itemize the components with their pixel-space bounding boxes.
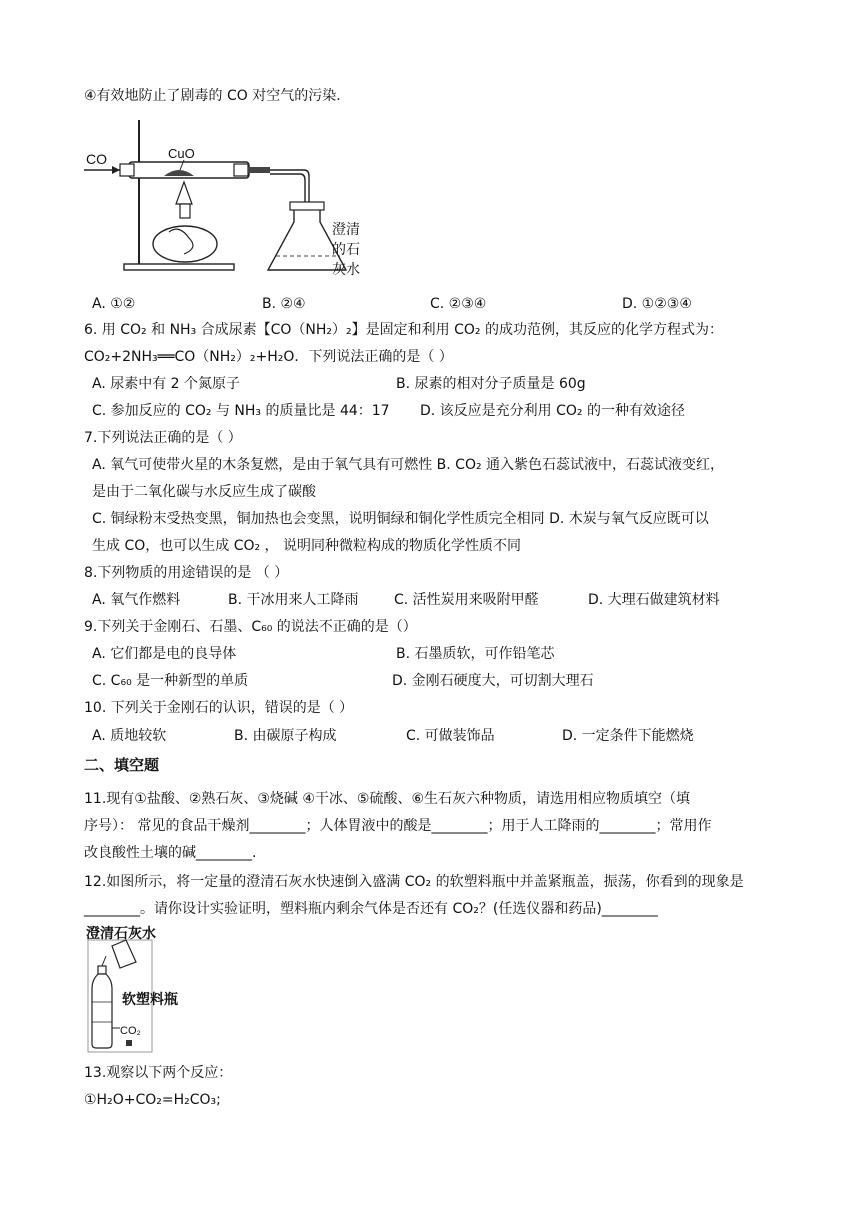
q8-option-c: C. 活性炭用来吸附甲醛 (394, 592, 539, 608)
q11-line2: 序号）： 常见的食品干燥剂________；人体胃液中的酸是________；用于人工降雨的________；常用作 (84, 818, 712, 834)
q13-stem: 13.观察以下两个反应： (84, 1065, 233, 1081)
q7-stem: 7.下列说法正确的是（ ） (84, 430, 242, 446)
q8-option-a: A. 氧气作燃料 (92, 592, 181, 608)
q7-line3: C. 铜绿粉末受热变黑，铜加热也会变黑，说明铜绿和铜化学性质完全相同 D. 木炭与氧气反应既可以 (92, 511, 709, 527)
q9-option-a: A. 它们都是电的良导体 (92, 646, 237, 662)
q10-option-a: A. 质地较软 (92, 728, 167, 744)
flask-label-2: 的石 (332, 242, 360, 258)
cuo-label: CuO (168, 146, 195, 161)
q10-stem: 10. 下列关于金刚石的认识，错误的是（ ） (84, 700, 354, 716)
soft-plastic-bottle-figure (84, 922, 204, 1056)
q9-option-b: B. 石墨质软，可作铅笔芯 (396, 646, 555, 662)
q8-option-d: D. 大理石做建筑材料 (588, 592, 720, 608)
q5-option-a: A. ①② (92, 296, 136, 312)
q7-line1: A. 氧气可使带火星的木条复燃，是由于氧气具有可燃性 B. CO₂ 通入紫色石蕊试液中，石蕊试液变红， (92, 457, 725, 473)
soft-bottle-label: 软塑料瓶 (122, 992, 178, 1008)
q11-line1: 11.现有①盐酸、②熟石灰、③烧碱 ④干冰、⑤硫酸、⑥生石灰六种物质，请选用相应物质填空（填 (84, 791, 691, 807)
q6-option-a: A. 尿素中有 2 个氮原子 (92, 376, 241, 392)
q11-line3: 改良酸性土壤的碱________. (84, 845, 257, 861)
q7-line4: 生成 CO，也可以生成 CO₂ ， 说明同种微粒构成的物质化学性质不同 (92, 538, 522, 554)
flask-label-3: 灰水 (332, 262, 360, 278)
q5-option-b: B. ②④ (262, 296, 306, 312)
q9-option-d: D. 金刚石硬度大，可切割大理石 (392, 673, 594, 689)
q6-option-c: C. 参加反应的 CO₂ 与 NH₃ 的质量比是 44：17 (92, 403, 390, 419)
q10-option-c: C. 可做装饰品 (406, 728, 495, 744)
flask-label-1: 澄清 (332, 222, 360, 238)
co-inlet-label: CO (86, 151, 107, 167)
q5-option-c: C. ②③④ (430, 296, 487, 312)
q13-reaction-1: ①H₂O+CO₂=H₂CO₃; (84, 1092, 221, 1108)
q9-stem: 9.下列关于金刚石、石墨、C₆₀ 的说法不正确的是（） (84, 619, 417, 635)
section-heading-fill-in: 二、填空题 (84, 756, 160, 774)
q10-option-b: B. 由碳原子构成 (234, 728, 337, 744)
q9-option-c: C. C₆₀ 是一种新型的单质 (92, 673, 249, 689)
q12-line1: 12.如图所示，将一定量的澄清石灰水快速倒入盛满 CO₂ 的软塑料瓶中并盖紧瓶盖，振荡，你看到的现象是 (84, 874, 744, 890)
q6-stem-line2: CO₂+2NH₃══CO（NH₂）₂+H₂O．下列说法正确的是（ ） (84, 349, 453, 365)
q10-option-d: D. 一定条件下能燃烧 (562, 728, 694, 744)
q8-stem: 8.下列物质的用途错误的是 （ ） (84, 565, 289, 581)
q6-option-b: B. 尿素的相对分子质量是 60g (396, 376, 586, 392)
q6-option-d: D. 该反应是充分利用 CO₂ 的一种有效途径 (420, 403, 685, 419)
q12-line2: ________。请你设计实验证明，塑料瓶内剩余气体是否还有 CO₂？(任选仪器和药品)________ (84, 901, 658, 917)
q8-option-b: B. 干冰用来人工降雨 (228, 592, 359, 608)
co2-gas-label: CO₂ (120, 1025, 141, 1037)
q7-line2: 是由于二氧化碳与水反应生成了碳酸 (92, 484, 316, 500)
q5-statement-4: ④有效地防止了剧毒的 CO 对空气的污染. (84, 88, 341, 104)
q5-option-d: D. ①②③④ (622, 296, 692, 312)
limewater-label: 澄清石灰水 (86, 926, 156, 942)
q6-stem-line1: 6. 用 CO₂ 和 NH₃ 合成尿素【CO（NH₂）₂】是固定和利用 CO₂ 的成功范例，其反应的化学方程式为： (84, 322, 723, 338)
co-reduction-apparatus-figure (84, 114, 404, 286)
